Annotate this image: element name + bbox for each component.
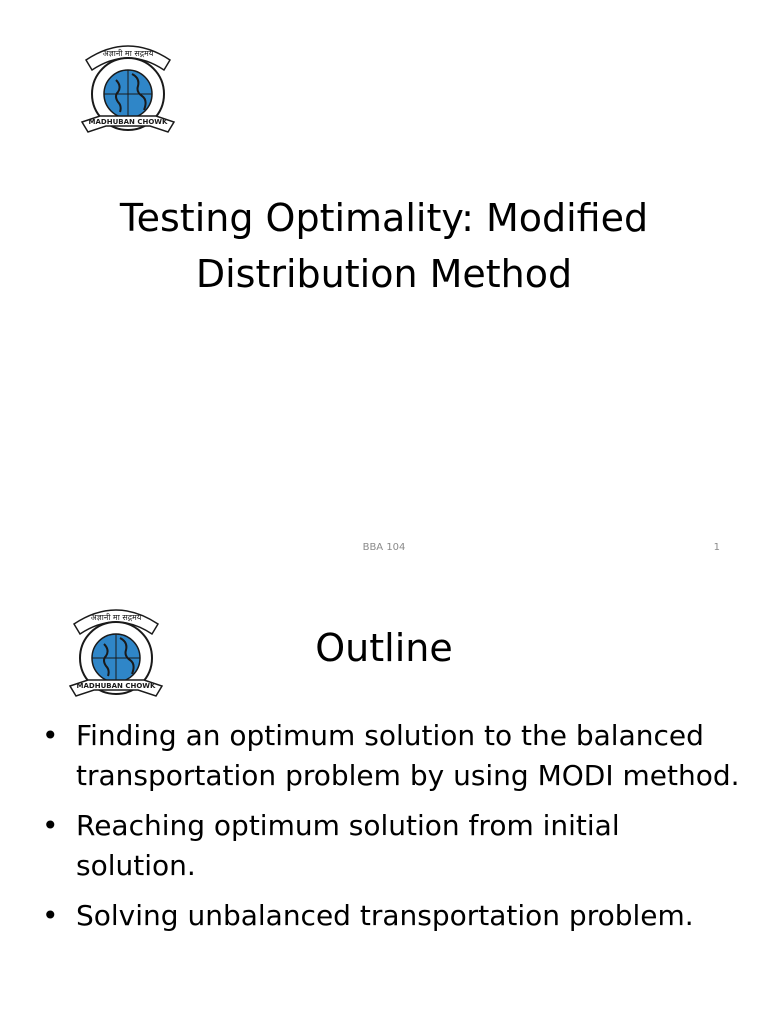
bullet-item <box>40 716 740 796</box>
bullet-item <box>40 896 740 936</box>
bullet-dot-icon: • <box>42 719 59 752</box>
footer-course-code: BBA 104 <box>362 542 406 553</box>
institute-logo <box>60 598 172 710</box>
logo-ribbon-text: MADHUBAN CHOWK <box>88 118 168 126</box>
bullet-item <box>40 806 740 886</box>
bullet-text: Finding an optimum solution to the balanced transportation problem by using MODI method. <box>76 719 740 792</box>
logo-banner-text: अज्ञानी मा सद्गमय <box>102 49 154 58</box>
slide-title <box>40 190 728 302</box>
slide-title-line-2: Distribution Method <box>195 252 573 296</box>
outline-title: Outline <box>315 626 453 670</box>
footer-page-number: 1 <box>713 542 720 553</box>
bullet-dot-icon: • <box>42 899 59 932</box>
bullet-dot-icon: • <box>42 809 59 842</box>
logo-ribbon-text: MADHUBAN CHOWK <box>76 682 156 690</box>
bullet-text: Reaching optimum solution from initial solution. <box>76 809 620 882</box>
outline-bullet-list <box>40 716 740 946</box>
bullet-text: Solving unbalanced transportation problem. <box>76 899 694 932</box>
institute-logo <box>72 34 184 146</box>
logo-banner-text: अज्ञानी मा सद्गमय <box>90 613 142 622</box>
slide-title-line-1: Testing Optimality: Modified <box>119 196 649 240</box>
